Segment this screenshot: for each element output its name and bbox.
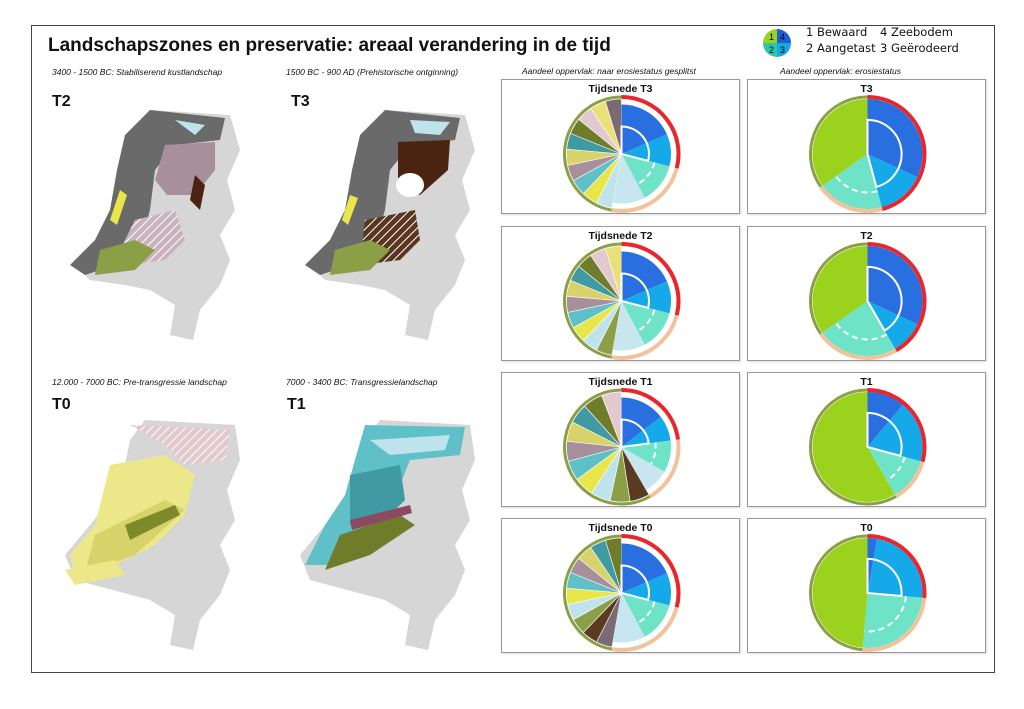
map-label-t1: T1: [287, 396, 306, 413]
map-t0: [55, 405, 245, 655]
column-header-left: Aandeel oppervlak: naar erosiestatus gesplitst: [522, 66, 696, 76]
legend-item-geerodeerd: 3 Geërodeerd: [880, 41, 959, 55]
legend-num-3: 3: [780, 45, 786, 55]
legend-item-aangetast: 2 Aangetast: [806, 41, 876, 55]
legend-num-1: 1: [769, 32, 775, 42]
map-label-t0: T0: [52, 396, 71, 413]
map-t1: [290, 405, 480, 655]
status-pie-t3: [748, 80, 987, 215]
panel-title: T3: [860, 83, 873, 95]
chart-panel-right-t0: [747, 518, 986, 653]
chart-panel-left-t0: [501, 518, 740, 653]
legend-num-4: 4: [780, 32, 786, 42]
chart-panel-right-t1: [747, 372, 986, 507]
panel-title: Tijdsnede T3: [588, 83, 653, 95]
panel-title: Tijdsnede T2: [588, 230, 653, 242]
legend-item-bewaard: 1 Bewaard: [806, 25, 868, 39]
split-pie-t1: [502, 373, 741, 508]
column-header-right: Aandeel oppervlak: erosiestatus: [780, 66, 901, 76]
map-label-t3: T3: [291, 93, 310, 110]
map-caption-t2: 3400 - 1500 BC: Stabiliserend kustlandschap: [52, 67, 223, 77]
chart-panel-left-t3: [501, 79, 740, 214]
chart-panel-right-t2: [747, 226, 986, 361]
panel-title: T1: [860, 376, 873, 388]
map-t3: [290, 100, 480, 345]
map-caption-t1: 7000 - 3400 BC: Transgressielandschap: [286, 377, 438, 387]
panel-title: Tijdsnede T1: [588, 376, 653, 388]
legend-pie-icon: [757, 28, 797, 58]
split-pie-t2: [502, 227, 741, 362]
status-pie-t1: [748, 373, 987, 508]
split-pie-t3: [502, 80, 741, 215]
legend-num-2: 2: [769, 45, 775, 55]
status-pie-t0: [748, 519, 987, 654]
map-t2: [55, 100, 245, 345]
status-pie-t2: [748, 227, 987, 362]
pie-slice-geerodeerd: [868, 539, 923, 598]
panel-title: T0: [860, 522, 873, 534]
pie-slice-aangetast: [863, 593, 923, 648]
map-caption-t3: 1500 BC - 900 AD (Prehistorische ontginning): [286, 67, 459, 77]
figure-title: Landschapszones en preservatie: areaal verandering in de tijd: [48, 35, 611, 56]
pie-slice-bewaard: [813, 538, 868, 648]
chart-panel-right-t3: [747, 79, 986, 214]
panel-title: Tijdsnede T0: [588, 522, 653, 534]
panel-title: T2: [860, 230, 873, 242]
split-pie-t0: [502, 519, 741, 654]
chart-panel-left-t2: [501, 226, 740, 361]
legend-item-zeebodem: 4 Zeebodem: [880, 25, 953, 39]
map-caption-t0: 12.000 - 7000 BC: Pre-transgressie landschap: [52, 377, 227, 387]
map-label-t2: T2: [52, 93, 71, 110]
chart-panel-left-t1: [501, 372, 740, 507]
